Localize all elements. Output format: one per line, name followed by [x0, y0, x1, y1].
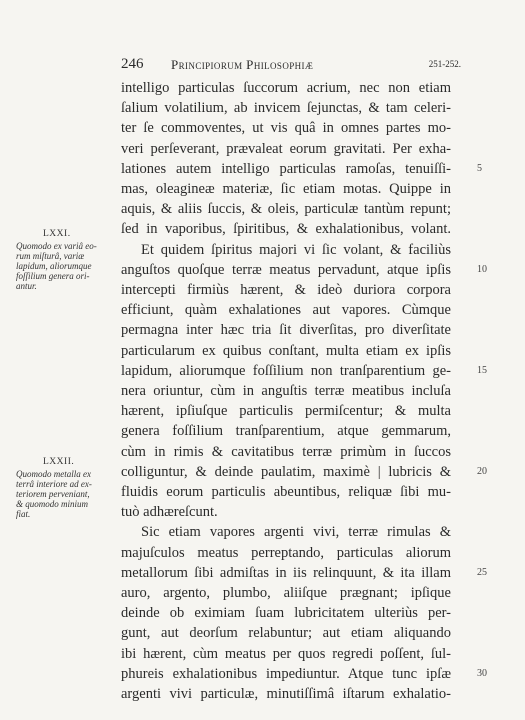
marginal-note-line: fiat.: [16, 509, 31, 519]
marginal-note-line: terrâ interiore ad ex-: [16, 479, 92, 489]
text-line: fluidis eorum particulis abeuntibus, reliquæ ſibi mu-: [121, 484, 451, 500]
text-line: genera foſſilium tranſparentium, atque gemmarum,: [121, 423, 451, 440]
line-number: 10: [477, 263, 487, 275]
text-line: aquis, & aliis ſuccis, & oleis, particulæ tantùm repunt;: [121, 201, 451, 218]
line-number: 30: [477, 667, 487, 679]
text-line: veri perſeverant, prævaleat eorum gravitati. Per exha-: [121, 140, 451, 157]
text-line: lationes autem intelligo particulas ramoſas, tenuiſſi-: [121, 160, 451, 177]
page-header: [121, 56, 461, 76]
marginal-note-label: LXXI.: [43, 229, 71, 239]
line-number: 20: [477, 465, 487, 477]
text-line: gunt, aut deorſum relabuntur; aut etiam aliquando: [121, 625, 451, 642]
text-line: auro, argento, plumbo, aliiſque prægnant; ipſique: [121, 585, 451, 601]
text-line: particularum ex quibus conſtant, multa etiam ex ipſis: [121, 342, 451, 359]
line-number: 5: [477, 162, 482, 174]
marginal-note-line: foſſilium genera ori-: [16, 271, 90, 281]
text-line: Et quidem ſpiritus majori vi ſic volant, & faciliùs: [141, 241, 451, 258]
marginal-note-line: antur.: [16, 281, 37, 291]
marginal-note: [16, 469, 116, 519]
text-line: colliguntur, & deinde paulatim, maximè | lubricis &: [121, 463, 451, 480]
text-line: anguſtos quoſque terræ meatus pervadunt, atque ipſis: [121, 261, 451, 278]
text-line: hærent, ipſiuſque particulis permiſcentur; & multa: [121, 403, 451, 420]
marginal-note-line: Quomodo ex variâ eo-: [16, 241, 97, 251]
marginal-note: [16, 241, 116, 291]
text-line: metallorum ſibi admiſtas in iis relinquunt, & ita illam: [121, 564, 451, 581]
line-number: 25: [477, 566, 487, 578]
text-line: Sic etiam vapores argenti vivi, terræ rimulas &: [141, 524, 451, 541]
marginal-note-line: & quomodo minium: [16, 499, 88, 509]
text-line: intelligo particulas ſuccorum acrium, nec non etiam: [121, 80, 451, 96]
text-line: lapidum, aliorumque foſſilium non tranſparentium ge-: [121, 362, 451, 379]
text-line: mas, oleagineæ materiæ, ſic etiam motas. Quippe in: [121, 181, 451, 197]
marginal-note-label: LXXII.: [43, 457, 75, 467]
text-line: deinde ob eximiam ſuam lubricitatem ulteriùs per-: [121, 605, 451, 622]
marginal-note-line: lapidum, aliorumque: [16, 261, 92, 271]
text-line: nera oriuntur, cùm in anguſtis terræ meatibus incluſa: [121, 383, 451, 399]
text-line: tuò adhæreſcunt.: [121, 504, 218, 521]
text-line: ſed in vaporibus, ſpiritibus, & exhalationibus, volant.: [121, 221, 451, 238]
section-range: 251-252.: [428, 59, 461, 69]
text-line: phureis exhalationibus impediuntur. Atque tunc ipſæ: [121, 665, 451, 682]
text-line: ſalium volatilium, ab invicem ſejunctas, & tam celeri-: [121, 100, 451, 117]
marginal-note-line: teriorem perveniant,: [16, 489, 90, 499]
marginal-note-line: rum miſturâ, variæ: [16, 251, 85, 261]
text-line: cùm in rimis & cavitatibus terræ primùm in ſuccos: [121, 443, 451, 460]
text-line: permagna inter hæc tria ſit diverſitas, pro diverſitate: [121, 322, 451, 339]
line-number: 15: [477, 364, 487, 376]
text-line: ibi hærent, cùm meatus per quos regredi poſſent, ſul-: [121, 645, 451, 662]
running-title: Principiorum Philosophiæ: [171, 57, 314, 72]
text-line: ter ſe commoventes, ut vis quâ in omnes partes mo-: [121, 120, 451, 137]
marginal-note-line: Quomodo metalla ex: [16, 469, 91, 479]
text-line: intercepti firmiùs hærent, & ideò duriora corpora: [121, 282, 451, 298]
text-line: majuſculos meatus perreptando, particulas aliorum: [121, 544, 451, 561]
page-number: 246: [121, 56, 144, 72]
text-line: efficiunt, quàm exhalationes aut vapores. Cùmque: [121, 302, 451, 319]
text-line: argenti vivi particulæ, minutiſſimâ iſtarum exhalatio-: [121, 686, 451, 702]
